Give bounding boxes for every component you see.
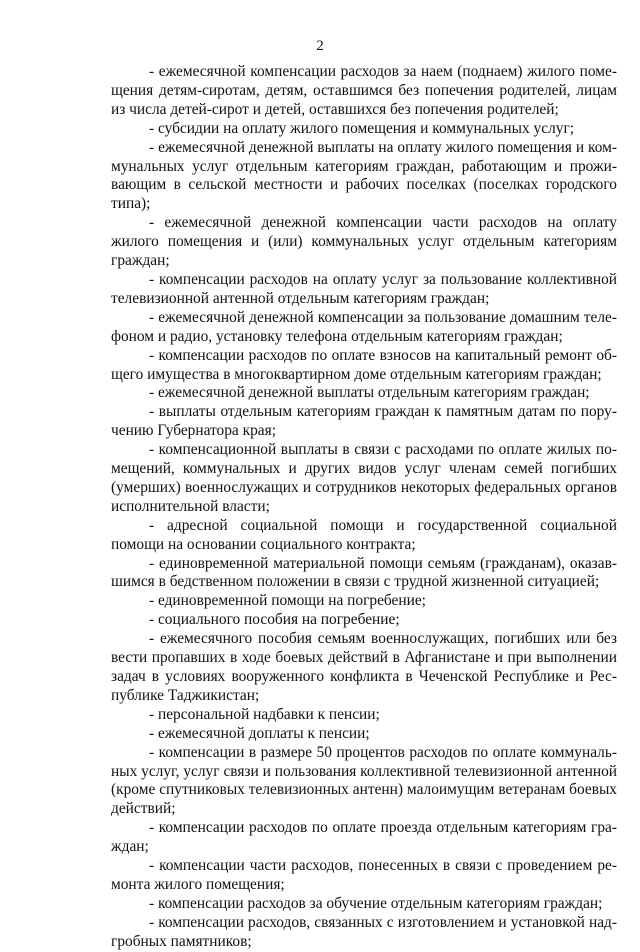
list-item: - ежемесячной денежной выплаты отдельным категориям граждан; (149, 384, 590, 402)
list-item: - субсидии на оплату жилого помещения и коммунальных услуг; (149, 119, 575, 137)
list-item: - компенсации расходов по оплате взносов на капитальный ремонт общего имущества в многоквартирном доме отдельным категориям граждан; (111, 346, 617, 383)
document-body (111, 63, 617, 952)
list-item: - социального пособия на погребение; (149, 611, 400, 629)
page-number: 2 (316, 38, 324, 54)
list-item: - ежемесячной денежной компенсации за пользование домашним телефоном и радио, установку телефона отдельным категориям граждан; (111, 308, 617, 345)
list-item: - персональной надбавки к пенсии; (149, 705, 380, 723)
list-item: - компенсации расходов по оплате проезда отдельным категориям граждан; (111, 819, 617, 856)
list-item: - компенсации в размере 50 процентов расходов по оплате коммунальных услуг, услуг связи и пользования коллективной телевизионной антенной (кроме спутниковых телевизионных антенн) малоимущим ветеранам боевых действий; (111, 743, 617, 818)
list-item: - ежемесячной денежной выплаты на оплату жилого помещения и коммунальных услуг отдельным категориям граждан, работающим и проживающим в сельской местности и рабочих поселках (поселках городского типа); (111, 138, 617, 213)
list-item: - компенсации расходов за обучение отдельным категориям граждан; (149, 894, 603, 912)
list-item: - ежемесячной компенсации расходов за наем (поднаем) жилого помещения детям-сиротам, детям, оставшимся без попечения родителей, лицам из числа детей-сирот и детей, оставшихся без попечения родителей; (111, 63, 617, 118)
list-item: - ежемесячного пособия семьям военнослужащих, погибших или без вести пропавших в ходе боевых действий в Афганистане и при выполнении задач в условиях вооруженного конфликта в Чеченской Республике и Республике Таджикистан; (111, 630, 617, 704)
list-item: - единовременной помощи на погребение; (149, 592, 426, 610)
list-item: - компенсации расходов, связанных с изготовлением и установкой надгробных памятников; (111, 913, 617, 950)
list-item: - адресной социальной помощи и государственной социальной помощи на основании социального контракта; (111, 516, 617, 553)
list-item: - компенсации части расходов, понесенных в связи с проведением ремонта жилого помещения; (111, 857, 617, 893)
list-item: - компенсации расходов на оплату услуг за пользование коллективной телевизионной антенной отдельным категориям граждан; (111, 270, 617, 307)
list-item: - выплаты отдельным категориям граждан к памятным датам по поручению Губернатора края; (111, 403, 617, 440)
list-item: - ежемесячной денежной компенсации части расходов на оплату жилого помещения и (или) коммунальных услуг отдельным категориям граждан; (111, 214, 617, 270)
list-item: - ежемесячной доплаты к пенсии; (149, 724, 370, 742)
list-item: - единовременной материальной помощи семьям (гражданам), оказавшимся в бедственном положении в связи с трудной жизненной ситуацией; (111, 554, 617, 591)
list-item: - компенсационной выплаты в связи с расходами по оплате жилых помещений, коммунальных и других видов услуг членам семей погибших (умерших) военнослужащих и сотрудников некоторых федеральных органов исполнительной власти; (111, 441, 617, 515)
